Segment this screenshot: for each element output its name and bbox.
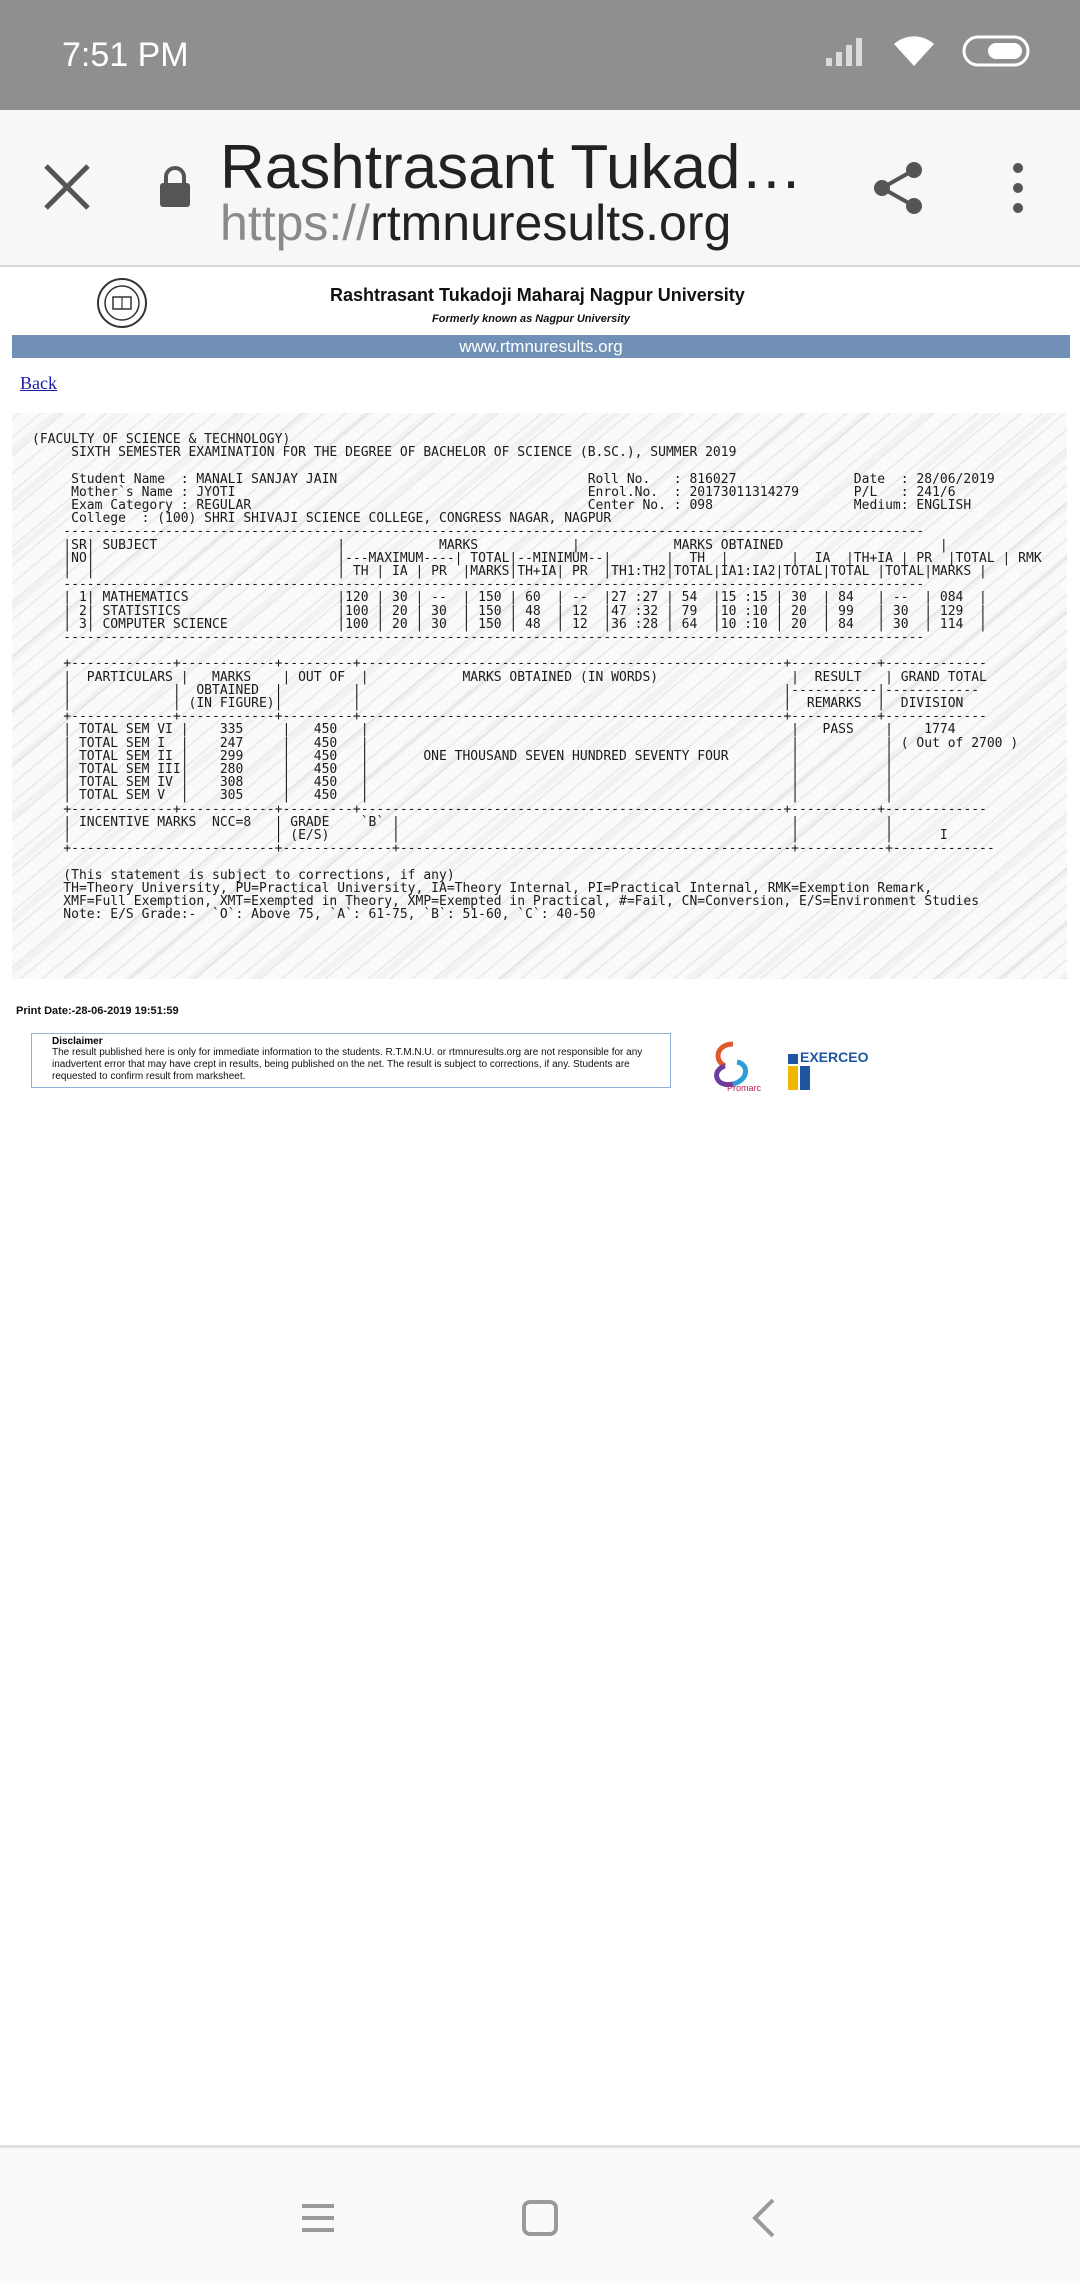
- signal-icon: [826, 36, 866, 66]
- promarc-logo: [705, 1040, 761, 1092]
- overflow-menu-icon[interactable]: [1000, 160, 1036, 216]
- status-time: 7:51 PM: [62, 36, 189, 74]
- site-banner: www.rtmnuresults.org: [12, 335, 1070, 358]
- web-content: [0, 265, 1080, 2145]
- exerceo-logo: [788, 1040, 874, 1092]
- battery-icon: [962, 34, 1032, 68]
- disclaimer-box: [31, 1033, 671, 1088]
- system-nav-bar: [0, 2145, 1080, 2283]
- university-name: Rashtrasant Tukadoji Maharaj Nagpur University: [330, 285, 745, 305]
- disclaimer-title: Disclaimer: [52, 1036, 103, 1047]
- recents-menu-icon[interactable]: [288, 2188, 348, 2248]
- promarc-label: Promarc: [727, 1083, 761, 1092]
- lock-icon[interactable]: [158, 165, 192, 209]
- print-date: Print Date:-28-06-2019 19:51:59: [16, 1005, 179, 1017]
- home-icon[interactable]: [510, 2188, 570, 2248]
- exerceo-label: EXERCEO: [800, 1049, 869, 1065]
- back-nav-icon[interactable]: [735, 2188, 795, 2248]
- back-link[interactable]: Back: [20, 373, 57, 393]
- result-statement: [12, 413, 1067, 979]
- url-text[interactable]: [220, 194, 731, 252]
- status-icons: [826, 34, 1032, 68]
- result-text: (FACULTY OF SCIENCE & TECHNOLOGY) SIXTH SEMESTER EXAMINATION FOR THE DEGREE OF BACHELOR OF SCIENCE (B.SC.), SUMMER 2019 Student Name : MANALI SANJAY JAIN Roll No. : 816027 Date : 28/06/2019 Mother`s Name : JYOTI Enrol.No. : 20173011314279 P/L : 241/6 Exam Category : REGULAR Center No. : 098 Medium: ENGLISH College : (100) SHRI SHIVAJI SCIENCE COLLEGE, CONGRESS NAGAR, NAGPUR -------------------------------------------------------------------------------------------------------------- |SR| SUBJECT | MARKS | MARKS OBTAINED | |NO| |---MAXIMUM----| TOTAL|--MINIMUM--| | TH | | IA |TH+IA | PR |TOTAL | RMK | | | TH | IA | PR |MARKS|TH+IA| PR |TH1:TH2|TOTAL|IA1:IA2|TOTAL|TOTAL |TOTAL|MARKS | -------------------------------------------------------------------------------------------------------------- | 1| MATHEMATICS |120 | 30 | -- | 150 | 60 | -- |27 :27 | 54 |15 :15 | 30 | 84 | -- | 084 | | 2| STATISTICS |100 | 20 | 30 | 150 | 48 | 12 |47 :32 | 79 |10 :10 | 20 | 99 | 30 | 129 | | 3| COMPUTER SCIENCE |100 | 20 | 30 | 150 | 48 | 12 |36 :28 | 64 |10 :10 | 20 | 84 | 30 | 114 | -------------------------------------------------------------------------------------------------------------- +-------------+------------+---------+------------------------------------------------------+-----------+------------- | PARTICULARS | MARKS | OUT OF | MARKS OBTAINED (IN WORDS) | RESULT | GRAND TOTAL | | OBTAINED | | |-----------|------------ | | (IN FIGURE)| | | REMARKS | DIVISION +-------------+------------+---------+------------------------------------------------------+-----------+------------- | TOTAL SEM VI | 335 | 450 | | PASS | 1774 | TOTAL SEM I | 247 | 450 | | | ( Out of 2700 ) | TOTAL SEM II | 299 | 450 | ONE THOUSAND SEVEN HUNDRED SEVENTY FOUR | | | TOTAL SEM III| 280 | 450 | | | | TOTAL SEM IV | 308 | 450 | | | | TOTAL SEM V | 305 | 450 | | | +-------------+------------+---------+------------------------------------------------------+-----------+------------- | INCENTIVE MARKS NCC=8 | GRADE `B` | | | | | (E/S) | | | I +--------------------------+--------------+--------------------------------------------------+-----------+------------- (This statement is subject to corrections, if any) TH=Theory University, PU=Practical University, IA=Theory Internal, PI=Practical Internal, RMK=Exemption Remark, XMF=Full Exemption, XMT=Exempted in Theory, XMP=Exempted in Practical, #=Fail, CN=Conversion, E/S=Environment Studies Note: E/S Grade:- `O`: Above 75, `A`: 61-75, `B`: 51-60, `C`: 40-50: [32, 432, 1042, 923]
- university-formerly: Formerly known as Nagpur University: [432, 313, 631, 325]
- url-host: rtmnuresults.org: [370, 195, 732, 251]
- browser-toolbar: [0, 110, 1080, 267]
- share-icon[interactable]: [870, 160, 926, 216]
- wifi-icon: [892, 34, 936, 68]
- page-title[interactable]: Rashtrasant Tukad…: [220, 133, 803, 202]
- university-seal-icon: [96, 277, 148, 329]
- close-tab-icon[interactable]: [40, 160, 94, 214]
- status-bar: [0, 0, 1080, 110]
- url-scheme: https://: [220, 195, 371, 251]
- disclaimer-body: The result published here is only for immediate information to the students. R.T.M.N.U. or rtmnuresults.org are not responsible for any inadvertent error that may have crept in results, being published on the net. The result is subject to corrections, if any. Students are requested to confirm result from marksheet.: [52, 1047, 643, 1082]
